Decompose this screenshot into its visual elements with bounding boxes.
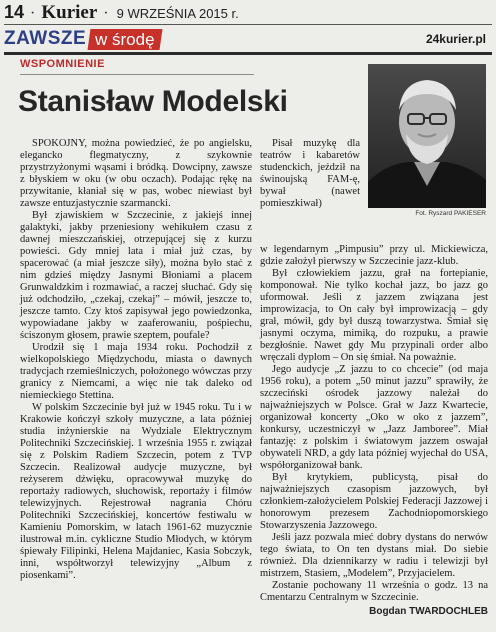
masthead [4, 2, 492, 24]
portrait-image [368, 64, 486, 208]
section-label-a: ZAWSZE [4, 28, 87, 49]
paragraph: Urodził się 1 maja 1934 roku. Pochodził z wielkopolskiego Międzychodu, miasta o dawnych tradycjach rzemieślniczych, położonego wówczas przy granicy z Niemcami, a więc nie tak daleko od niemieckiego Stettina. [20, 342, 252, 401]
paragraph: Jeśli jazz pozwala mieć dobry dystans do nerwów tego świata, to On ten dystans miał. Do siebie również. Dla dziennikarzy w radiu i telewizji był mistrzem, Stasiem, „Modelem”, Przyjacielem. [260, 532, 488, 579]
article-kicker: WSPOMNIENIE [20, 58, 105, 70]
section-label-b [88, 29, 162, 50]
paragraph: Jego audycje „Z jazzu to co chcecie” (od maja 1956 roku), a potem „50 minut jazzu” sprawiły, że szczeciński ośrodek jazzowy należał do najważniejszych w Polsce. Grał w Jazz Kwartecie, organizował koncerty „Oko w oko z jazzem”, konkursy, uczestniczył w „Jazz Jamboree”. Miał fantazję: z polskim i światowym jazzem oswajał obywateli NRD, a gdy lata później wyjechał do USA, współorganizował bank. [260, 364, 488, 471]
masthead-separator: · [103, 5, 109, 22]
website-link[interactable]: 24kurier.pl [425, 32, 486, 46]
section-rule [4, 52, 492, 55]
paragraph: Był człowiekiem jazzu, grał na fortepianie, komponował. Nie tylko kochał jazz, bo jazz go uformował. Jeśli z jazzem związana jest improwizacja, to On cały był improwizacją – gdy grał, mówił, gdy był duszą towarzystwa. Śmiał się jasnymi oczyma, mimiką, do rozpuku, a prawie bezgłośnie. Nawet gdy Mu przypinali order albo wręczali dyplom – On się śmiał. Na poważnie. [260, 268, 488, 363]
article-column-2 [260, 138, 360, 210]
paragraph: Zostanie pochowany 11 września o godz. 13 na Cmentarzu Centralnym w Szczecinie. [260, 580, 488, 603]
issue-date: 9 WRZEŚNIA 2015 r. [116, 6, 239, 21]
portrait-photo [368, 64, 486, 208]
masthead-rule [4, 24, 492, 25]
article-headline: Stanisław Modelski [18, 85, 288, 118]
section-label-b-text: w środę [95, 29, 155, 49]
page-number: 14 [4, 2, 25, 22]
photo-credit: Fot. Ryszard PAKIESER [415, 210, 486, 217]
article-column-3 [260, 244, 488, 618]
kicker-rule [20, 74, 254, 75]
paper-name: Kurier [41, 2, 98, 23]
paragraph: W polskim Szczecinie był już w 1945 roku. Tu i w Krakowie kończył szkoły muzyczne, a lata później studia inżynierskie na Wydziale Elektrycznym Politechniki Szczecińskiej. 1 września 1955 r. związał się z Polskim Radiem Szczecin, potem z TVP Szczecin. Realizował audycje muzyczne, był reżyserem dźwięku, opracowywał muzykę do reportaży radiowych, słuchowisk, reportaży i filmów telewizyjnych. Rejestrował nagrania Chóru Politechniki Szczecińskiej, koncertów festiwalu w Kamieniu Pomorskim, w latach 1961-62 muzycznie ilustrował m.in. cykliczne Studio Młodych, w którym śpiewały Filipinki, Helena Majdaniec, Kasia Sobczyk, inni, współtworzył telewizyjny „Album z piosenkami”. [20, 402, 252, 581]
paragraph: SPOKOJNY, można powiedzieć, że po angielsku, elegancko flegmatyczny, z szykownie przystrzyżonymi wąsami i bródką. Dowcipny, zawsze z błyskiem w oku (w obu oczach). Podając rękę na przywitanie, kłaniał się w pas, wobec niewiast był zawsze entuzjastycznie szarmancki. [20, 138, 252, 209]
paragraph: Pisał muzykę dla teatrów i kabaretów studenckich, jeździł na świnoujską FAM-ę, bywał (nawet pomieszkiwał) [260, 138, 360, 209]
paragraph: Był zjawiskiem w Szczecinie, z jakiejś innej galaktyki, jakby przeniesiony wehikułem czasu z dawnej mieszczańskiej, otrzepującej się z kurzu powieści. Gdy mniej lata i miał już czas, by spacerować (a miał jeszcze siły), można było stać z nim gdzieś między Jasnymi Błoniami a placem Grunwaldzkim i rozmawiać, a raczej słuchać. Gdy się już odchodziło, „czekaj, czekaj” – mówił, jeszcze to, jeszcze tamto. Czy ktoś zapisywał jego powiedzonka, wypowiadane jakby w zaaferowaniu, pośpiechu, ściszonym głosem, prawie szeptem, poufale? [20, 210, 252, 341]
paragraph: w legendarnym „Pimpusiu” przy ul. Mickiewicza, gdzie założył pierwszy w Szczecinie jazz-klub. [260, 244, 488, 267]
masthead-separator: · [30, 5, 36, 22]
author-signature: Bogdan TWARDOCHLEB [369, 606, 488, 617]
paragraph: Był krytykiem, publicystą, pisał do najważniejszych czasopism jazzowych, był członkiem-założycielem Polskiej Federacji Jazzowej i honorowym prezesem Zachodniopomorskiego Stowarzyszenia Jazzowego. [260, 472, 488, 531]
article-column-1 [20, 138, 252, 582]
section-banner [4, 28, 161, 50]
